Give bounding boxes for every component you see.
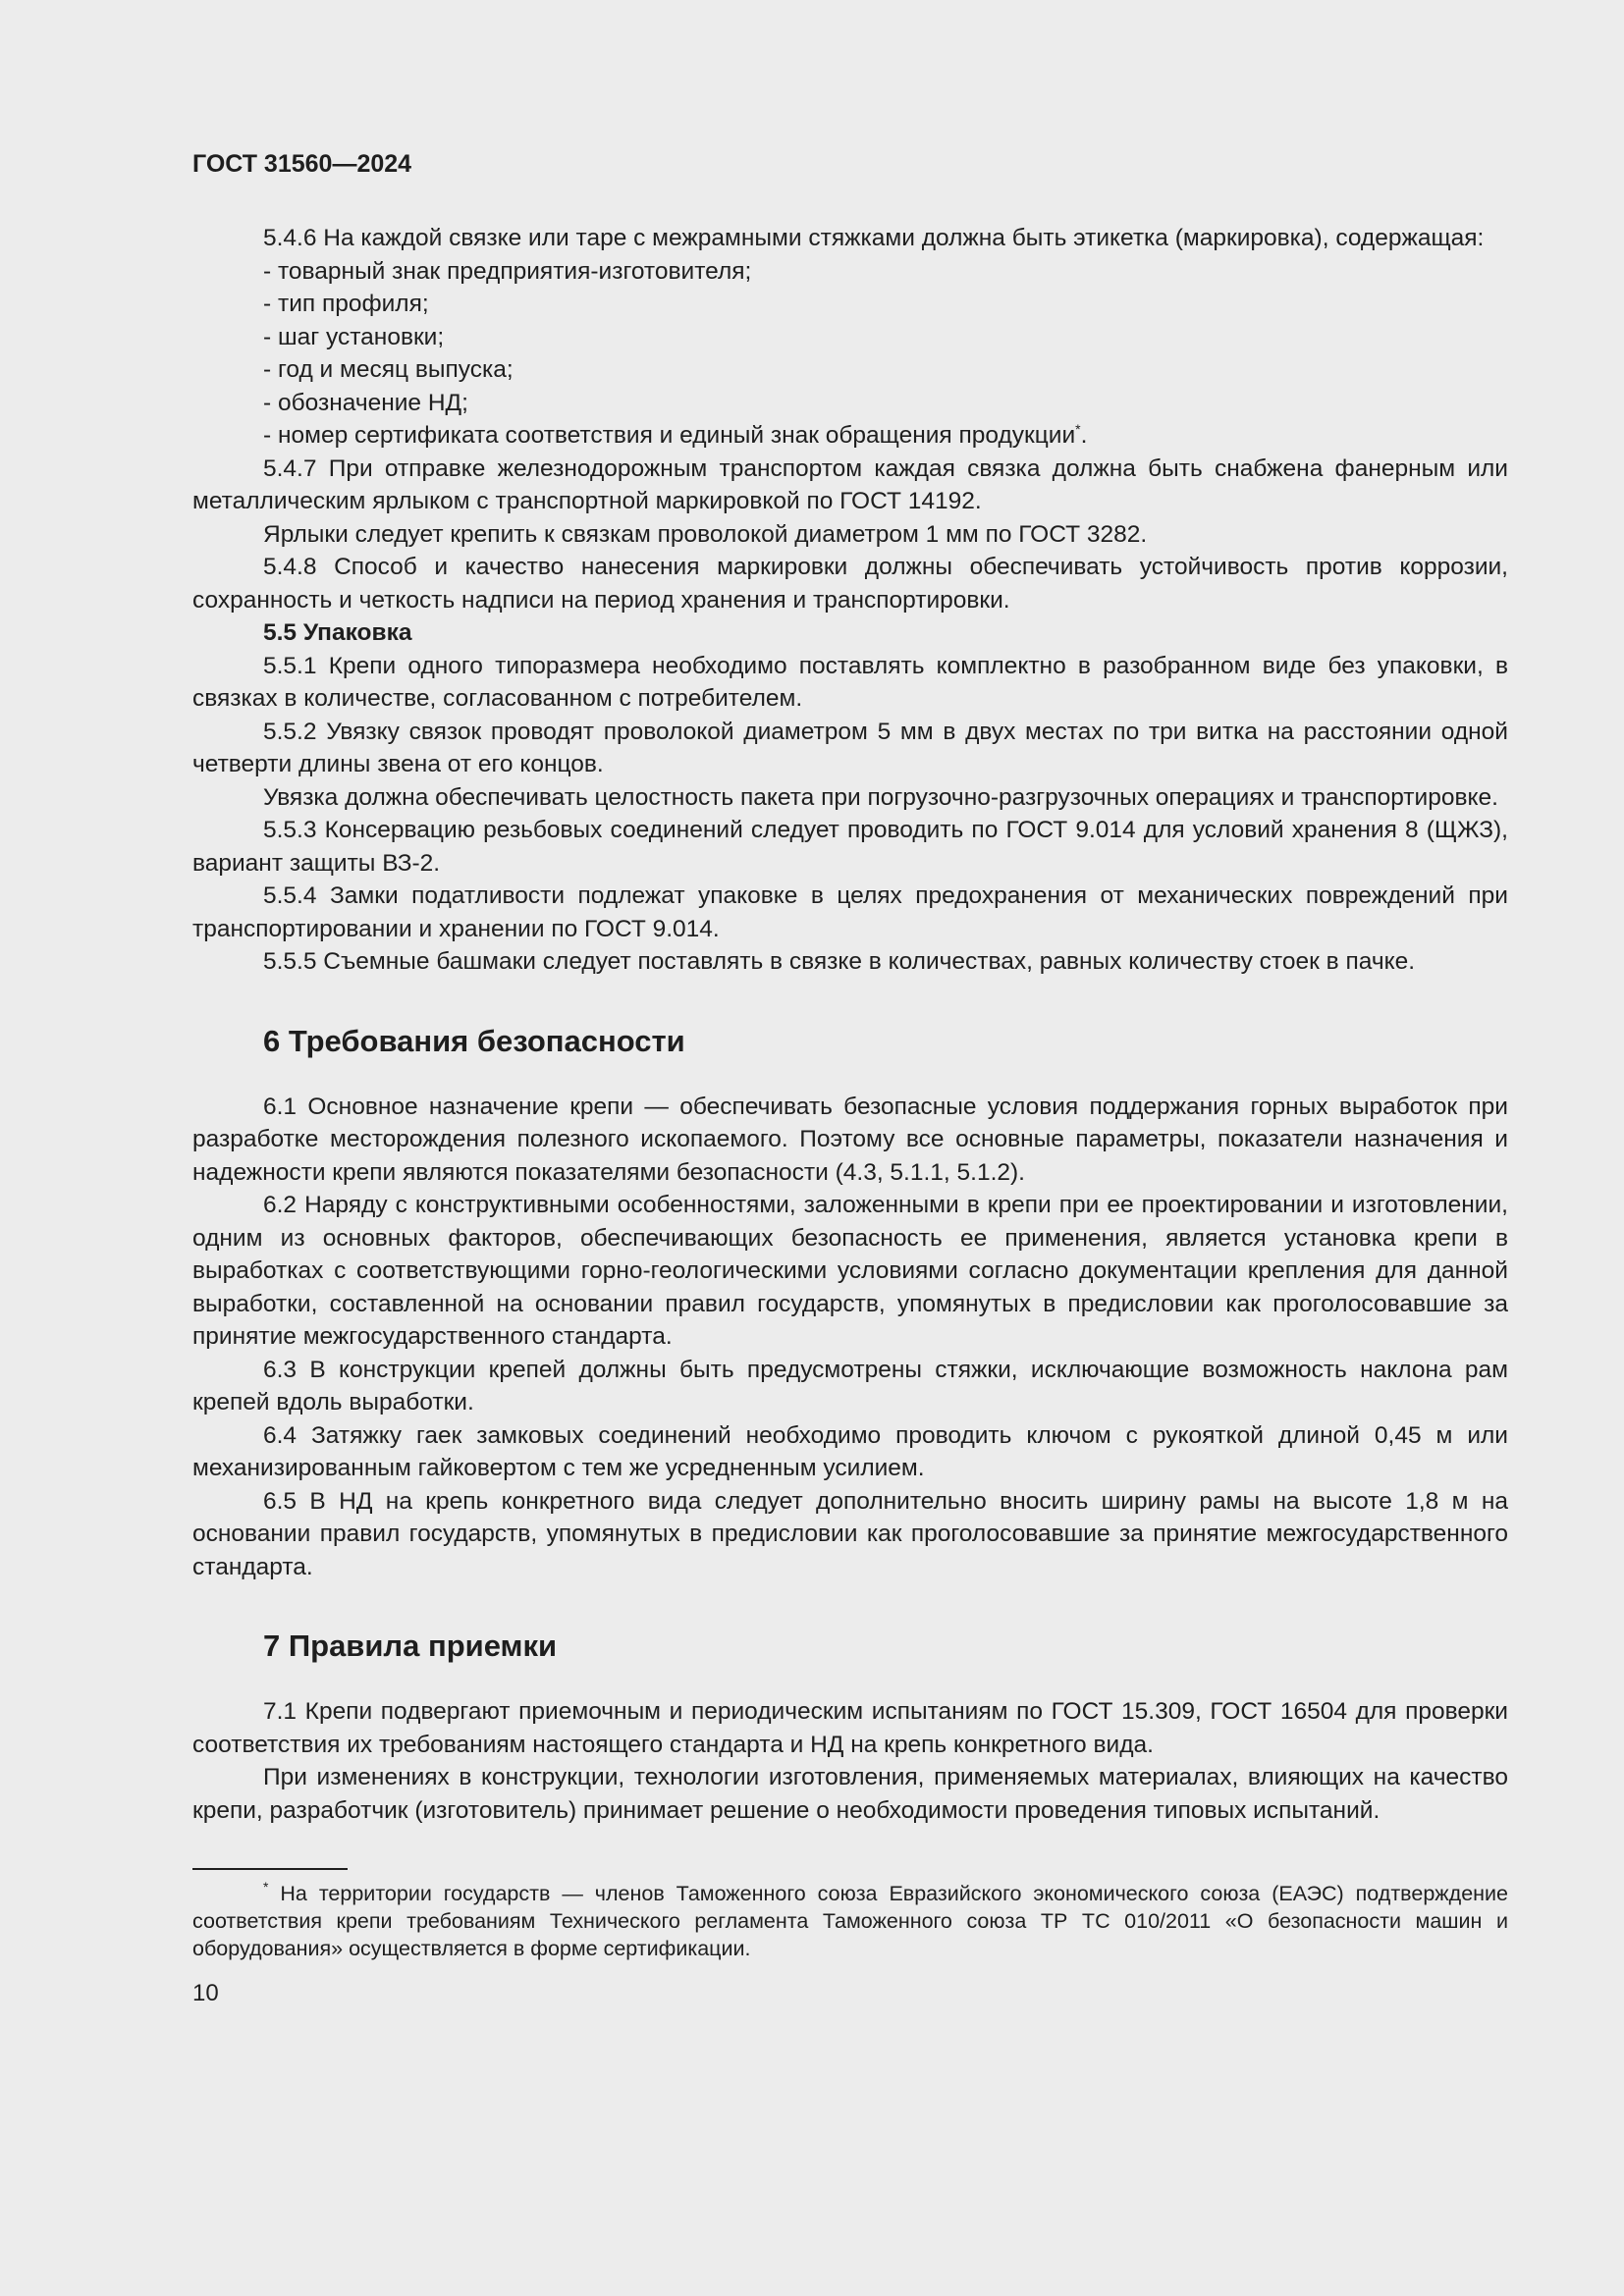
clause-5-5-5: 5.5.5 Съемные башмаки следует поставлять в связке в количествах, равных количеству стоек в пачке. <box>263 948 1416 975</box>
list-item <box>263 419 1508 453</box>
clause-6-2: 6.2 Наряду с конструктивными особенностями, заложенными в крепи при ее проектировании и изготовлении, одним из основных факторов, обеспечивающих безопасность ее применения, является установка крепи в выработках с соответствующими горно-геологическими условиями согласно документации крепления для данной выработки, составленной на основании правил государств, упомянутых в предисловии как проголосовавшие за принятие межгосударственного стандарта. <box>192 1192 1508 1350</box>
clause-6-5: 6.5 В НД на крепь конкретного вида следует дополнительно вносить ширину рамы на высоте 1,8 м на основании правил государств, упомянутых в предисловии как проголосовавшие за принятие межгосударственного стандарта. <box>192 1487 1508 1580</box>
list-item: - тип профиля; <box>263 288 1508 321</box>
clause-6-4: 6.4 Затяжку гаек замковых соединений необходимо проводить ключом с рукояткой длиной 0,45 м или механизированным гайковертом с тем же усредненным усилием. <box>192 1421 1508 1481</box>
section-title-6: 6 Требования безопасности <box>263 1023 685 1058</box>
list-item: - товарный знак предприятия-изготовителя; <box>263 255 1508 289</box>
main-text <box>192 222 1508 2009</box>
footnote-divider <box>192 1868 348 1870</box>
clause-5-4-6: 5.4.6 На каждой связке или таре с межрамными стяжками должна быть этикетка (маркировка), содержащая: <box>263 225 1485 251</box>
list-item-suffix: . <box>1080 422 1088 449</box>
clause-5-4-7: 5.4.7 При отправке железнодорожным транспортом каждая связка должна быть снабжена фанерным или металлическим ярлыком с транспортной маркировкой по ГОСТ 14192. <box>192 454 1508 514</box>
label-contents-list <box>192 255 1508 453</box>
page-number: 10 <box>192 1980 219 2006</box>
list-item: - год и месяц выпуска; <box>263 353 1508 387</box>
clause-5-5-1: 5.5.1 Крепи одного типоразмера необходимо поставлять комплектно в разобранном виде без упаковки, в связках в количестве, согласованном с потребителем. <box>192 652 1508 712</box>
clause-7-1-cont: При изменениях в конструкции, технологии изготовления, применяемых материалах, влияющих на качество крепи, разработчик (изготовитель) принимает решение о необходимости проведения типовых испытаний. <box>192 1764 1508 1824</box>
clause-5-5-4: 5.5.4 Замки податливости подлежат упаковке в целях предохранения от механических повреждений при транспортировании и хранении по ГОСТ 9.014. <box>192 882 1508 942</box>
list-item-text: номер сертификата соответствия и единый знак обращения продукции <box>277 422 1076 449</box>
clause-5-4-7-cont: Ярлыки следует крепить к связкам проволокой диаметром 1 мм по ГОСТ 3282. <box>263 520 1148 548</box>
subsection-title-5-5: 5.5 Упаковка <box>263 619 412 646</box>
clause-7-1: 7.1 Крепи подвергают приемочным и периодическим испытаниям по ГОСТ 15.309, ГОСТ 16504 для проверки соответствия их требованиям настоящего стандарта и НД на крепь конкретного вида. <box>192 1698 1508 1758</box>
clause-6-3: 6.3 В конструкции крепей должны быть предусмотрены стяжки, исключающие возможность наклона рам крепей вдоль выработки. <box>192 1356 1508 1415</box>
clause-5-4-8: 5.4.8 Способ и качество нанесения маркировки должны обеспечивать устойчивость против коррозии, сохранность и четкость надписи на период хранения и транспортировки. <box>192 554 1508 614</box>
section-title-7: 7 Правила приемки <box>263 1629 558 1663</box>
footnote-reference[interactable]: * <box>1075 421 1081 437</box>
clause-5-5-2: 5.5.2 Увязку связок проводят проволокой диаметром 5 мм в двух местах по три витка на расстоянии одной четверти длины звена от его концов. <box>192 718 1508 777</box>
clause-6-1: 6.1 Основное назначение крепи — обеспечивать безопасные условия поддержания горных выработок при разработке месторождения полезного ископаемого. Поэтому все основные параметры, показатели назначения и надежности крепи являются показателями безопасности (4.3, 5.1.1, 5.1.2). <box>192 1093 1508 1186</box>
list-item: - обозначение НД; <box>263 387 1508 420</box>
footnote-mark: * <box>263 1879 269 1895</box>
clause-5-5-3: 5.5.3 Консервацию резьбовых соединений следует проводить по ГОСТ 9.014 для условий хранения 8 (ЩЖЗ), вариант защиты ВЗ-2. <box>192 817 1508 877</box>
footnote <box>192 1880 1508 1962</box>
footnote-text: На территории государств — членов Таможенного союза Евразийского экономического союза (ЕАЭС) подтверждение соответствия крепи требованиям Технического регламента Таможенного союза ТР ТС 010/2011 «О безопасности машин и оборудования» осуществляется в форме сертификации. <box>192 1882 1508 1960</box>
list-item: - шаг установки; <box>263 321 1508 354</box>
clause-5-5-2-cont: Увязка должна обеспечивать целостность пакета при погрузочно-разгрузочных операциях и транспортировке. <box>263 783 1498 811</box>
document-code-header: ГОСТ 31560—2024 <box>192 150 412 178</box>
